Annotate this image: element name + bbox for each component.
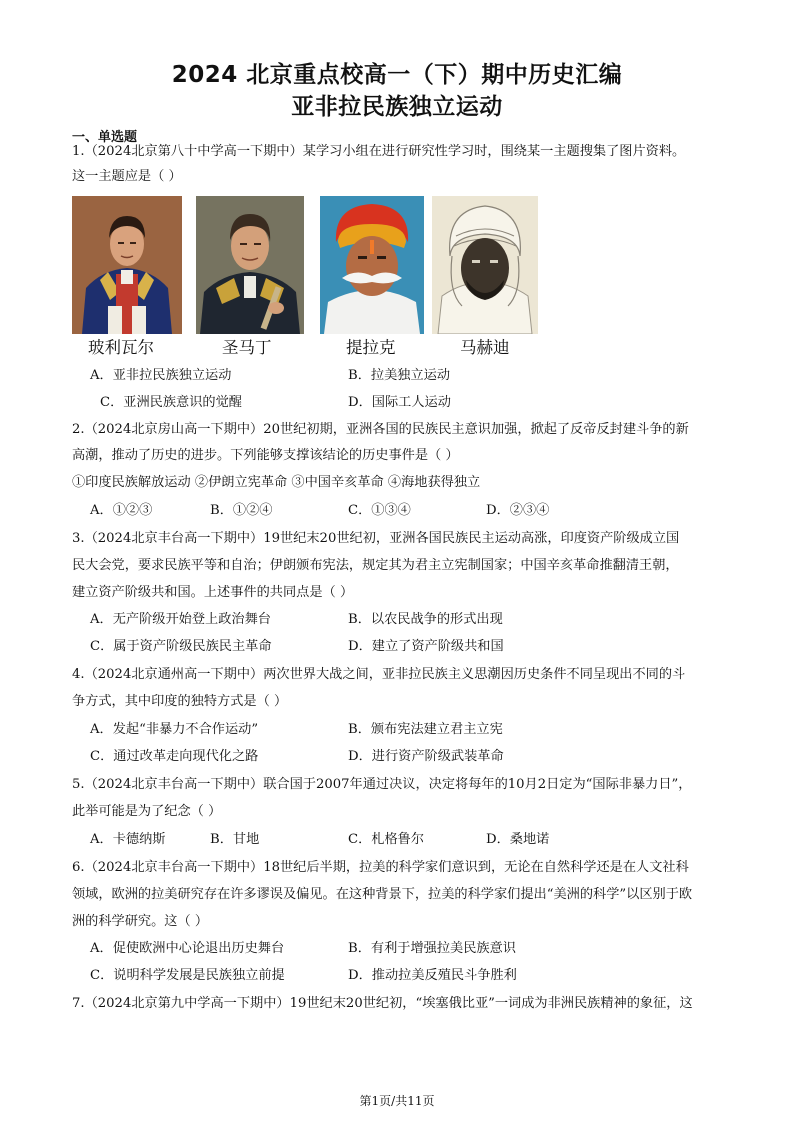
q4-option-d: D．进行资产阶级武装革命 [348,749,504,764]
portrait-bolivar [72,196,182,334]
q1-option-b: B．拉美独立运动 [348,368,451,383]
portrait-san-martin [196,196,304,334]
q6-option-d: D．推动拉美反殖民斗争胜利 [348,968,517,983]
q2-option-a: A．①②③ [90,503,153,518]
q5-option-b: B．甘地 [210,832,260,847]
question-2-statements: ①印度民族解放运动 ②伊朗立宪革命 ③中国辛亥革命 ④海地获得独立 [72,475,481,490]
caption-san-martin: 圣马丁 [222,338,272,357]
q6-option-a: A．促使欧洲中心论退出历史舞台 [90,941,285,956]
portrait-mahdi [432,196,538,334]
question-4-text: 4.（2024北京通州高一下期中）两次世界大战之间，亚非拉民族主义思潮因历史条件不同呈现出不同的斗 [72,667,686,682]
q3-option-b: B．以农民战争的形式出现 [348,612,503,627]
caption-tilak: 提拉克 [346,338,396,357]
question-4-text-cont: 争方式，其中印度的独特方式是（ ） [72,694,288,709]
question-5-text: 5.（2024北京丰台高一下期中）联合国于2007年通过决议，决定将每年的10月2日定为“国际非暴力日”， [72,777,692,792]
question-3-text-cont2: 建立资产阶级共和国。上述事件的共同点是（ ） [72,585,354,600]
document-title: 2024 北京重点校高一（下）期中历史汇编 [171,62,623,88]
q2-option-c: C．①③④ [348,503,411,518]
question-2-text: 2.（2024北京房山高一下期中）20世纪初期，亚洲各国的民族民主意识加强，掀起了反帝反封建斗争的新 [72,422,689,437]
question-2-text-cont: 高潮，推动了历史的进步。下列能够支撑该结论的历史事件是（ ） [72,448,459,463]
q1-option-a: A．亚非拉民族独立运动 [90,368,232,383]
q5-option-d: D．桑地诺 [486,832,550,847]
question-6-text-cont2: 洲的科学研究。这（ ） [72,914,209,929]
document-subtitle: 亚非拉民族独立运动 [291,94,503,120]
q5-option-c: C．札格鲁尔 [348,832,425,847]
q4-option-b: B．颁布宪法建立君主立宪 [348,722,503,737]
q6-option-c: C．说明科学发展是民族独立前提 [90,968,285,983]
q6-option-b: B．有利于增强拉美民族意识 [348,941,516,956]
portrait-tilak [320,196,424,334]
question-7-text: 7.（2024北京第九中学高一下期中）19世纪末20世纪初，“埃塞俄比亚”一词成为非洲民族精神的象征，这 [72,996,693,1011]
caption-mahdi: 马赫迪 [460,338,510,357]
question-6-text: 6.（2024北京丰台高一下期中）18世纪后半期，拉美的科学家们意识到，无论在自然科学还是在人文社科 [72,860,689,875]
q1-option-d: D．国际工人运动 [348,395,451,410]
caption-bolivar: 玻利瓦尔 [88,338,154,357]
question-1-text: 1.（2024北京第八十中学高一下期中）某学习小组在进行研究性学习时，围绕某一主题搜集了图片资料。 [72,144,686,159]
q3-option-d: D．建立了资产阶级共和国 [348,639,504,654]
q2-option-b: B．①②④ [210,503,273,518]
q5-option-a: A．卡德纳斯 [90,832,166,847]
q1-option-c: C．亚洲民族意识的觉醒 [100,395,242,410]
q4-option-a: A．发起“非暴力不合作运动” [90,722,259,737]
page-footer: 第1页/共11页 [359,1094,435,1108]
question-3-text-cont: 民大会党，要求民族平等和自治；伊朗颁布宪法，规定其为君主立宪制国家；中国辛亥革命推翻清王朝， [72,558,679,573]
q4-option-c: C．通过改革走向现代化之路 [90,749,259,764]
section-heading: 一、单选题 [72,130,138,145]
question-5-text-cont: 此举可能是为了纪念（ ） [72,804,222,819]
q3-option-a: A．无产阶级开始登上政治舞台 [90,612,271,627]
q2-option-d: D．②③④ [486,503,550,518]
q3-option-c: C．属于资产阶级民族民主革命 [90,639,272,654]
question-3-text: 3.（2024北京丰台高一下期中）19世纪末20世纪初，亚洲各国民族民主运动高涨，印度资产阶级成立国 [72,531,680,546]
question-6-text-cont: 领域，欧洲的拉美研究存在许多谬误及偏见。在这种背景下，拉美的科学家们提出“美洲的科学”以区别于欧 [72,887,693,902]
question-1-text-cont: 这一主题应是（ ） [72,169,182,184]
